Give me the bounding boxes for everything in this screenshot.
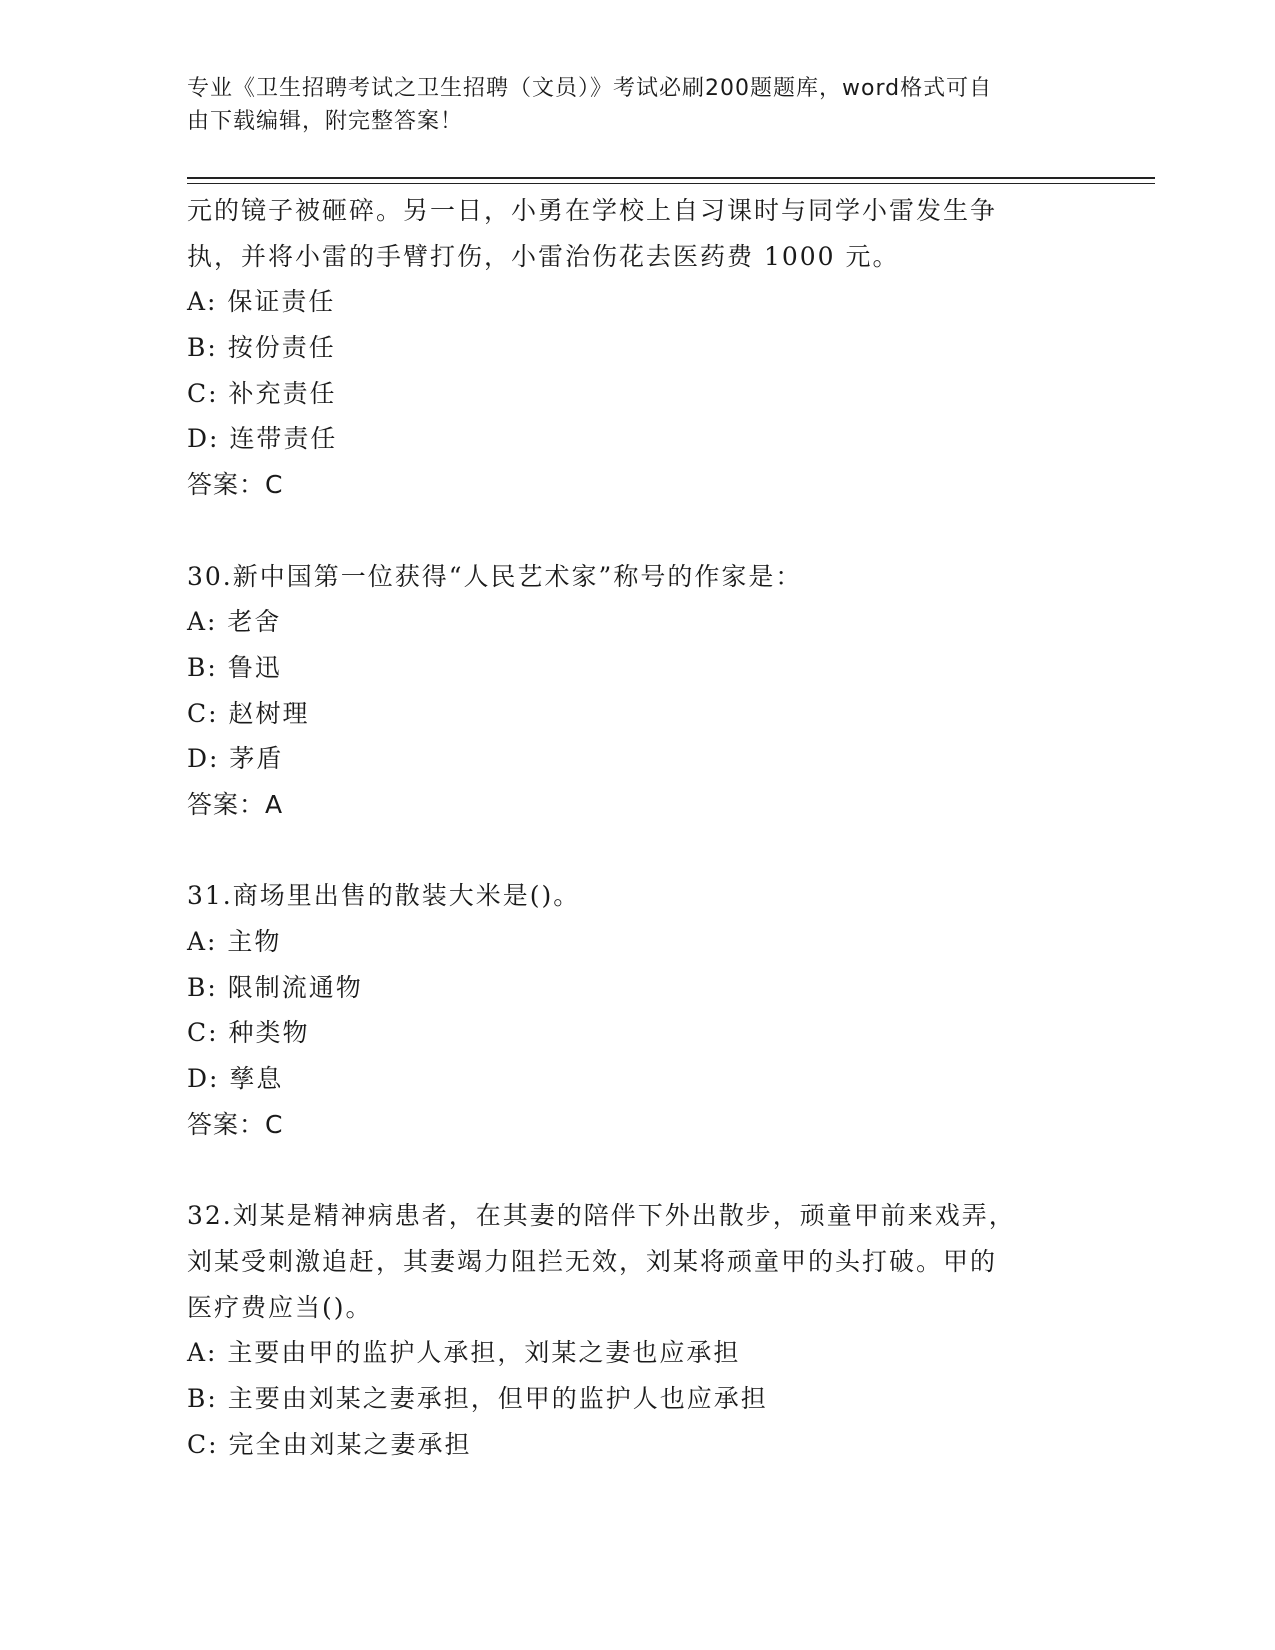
option-c: C: 赵树理: [187, 698, 310, 728]
header-line-1: 专业《卫生招聘考试之卫生招聘（文员）》考试必刷200题题库，word格式可自: [187, 76, 993, 101]
answer-line: 答案：C: [187, 470, 284, 500]
header-rule: [187, 177, 1155, 179]
spacer: [187, 828, 1067, 874]
question-text-line: 30.新中国第一位获得“人民艺术家”称号的作家是：: [187, 561, 803, 591]
question-31: [187, 873, 1067, 1147]
header-rule-thin: [187, 183, 1155, 184]
option-d: D: 茅盾: [187, 744, 284, 774]
question-text-line: 32.刘某是精神病患者，在其妻的陪伴下外出散步，顽童甲前来戏弄，: [187, 1201, 1016, 1231]
option-a: A: 保证责任: [187, 287, 336, 317]
option-d: D: 连带责任: [187, 424, 338, 454]
option-b: B: 鲁迅: [187, 652, 282, 682]
spacer: [187, 1147, 1067, 1193]
question-text-line: 刘某受刺激追赶，其妻竭力阻拦无效，刘某将顽童甲的头打破。甲的: [187, 1246, 998, 1276]
option-b: B: 按份责任: [187, 333, 336, 363]
question-text-line: 31.商场里出售的散装大米是()。: [187, 881, 581, 911]
option-c: C: 补充责任: [187, 378, 337, 408]
question-30: [187, 554, 1067, 828]
option-d: D: 孳息: [187, 1064, 284, 1094]
page-header: [187, 72, 1067, 138]
spacer: [187, 508, 1067, 554]
question-29-continuation: [187, 188, 1067, 508]
option-b: B: 主要由刘某之妻承担，但甲的监护人也应承担: [187, 1383, 768, 1413]
option-a: A: 主物: [187, 927, 282, 956]
answer-line: 答案：A: [187, 789, 284, 819]
option-b: B: 限制流通物: [187, 972, 363, 1002]
option-c: C: 完全由刘某之妻承担: [187, 1429, 472, 1459]
header-line-2: 由下载编辑，附完整答案！: [187, 109, 464, 134]
question-text-line: 执，并将小雷的手臂打伤，小雷治伤花去医药费 1000 元。: [187, 241, 900, 271]
answer-line: 答案：C: [187, 1109, 284, 1139]
option-a: A: 主要由甲的监护人承担，刘某之妻也应承担: [187, 1338, 741, 1368]
question-text-line: 元的镜子被砸碎。另一日，小勇在学校上自习课时与同学小雷发生争: [187, 196, 998, 225]
question-32: [187, 1193, 1067, 1467]
option-c: C: 种类物: [187, 1018, 310, 1048]
option-a: A: 老舍: [187, 607, 282, 637]
question-text-line: 医疗费应当()。: [187, 1292, 373, 1322]
question-list: [187, 188, 1067, 1467]
